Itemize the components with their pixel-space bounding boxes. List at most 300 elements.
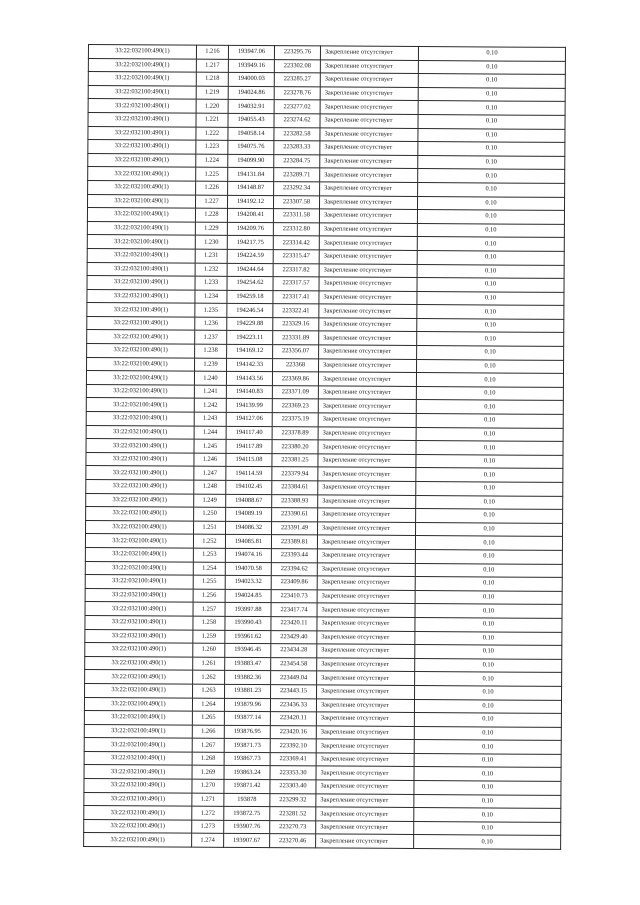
x-coordinate-cell: 194055.43	[228, 113, 274, 127]
accuracy-cell: 0.10	[417, 210, 564, 224]
accuracy-cell: 0.10	[418, 47, 565, 61]
point-number-cell: 1.249	[194, 494, 226, 508]
y-coordinate-cell: 223303.40	[270, 780, 316, 794]
accuracy-cell: 0.10	[414, 794, 561, 808]
accuracy-cell: 0.10	[416, 386, 563, 400]
cadastral-number-cell: 33:22:032100:490(1)	[85, 656, 193, 670]
cadastral-number-cell: 33:22:032100:490(1)	[88, 140, 196, 154]
fixation-status-cell: Закрепление отсутствует	[318, 495, 416, 509]
cadastral-number-cell: 33:22:032100:490(1)	[86, 493, 194, 507]
x-coordinate-cell: 194000.03	[228, 73, 274, 87]
accuracy-cell: 0.10	[417, 237, 564, 251]
y-coordinate-cell: 223434.28	[271, 644, 317, 658]
fixation-status-cell: Закрепление отсутствует	[319, 304, 417, 318]
accuracy-cell: 0.10	[415, 563, 562, 577]
cadastral-number-cell: 33:22:032100:490(1)	[88, 85, 196, 99]
y-coordinate-cell: 223277.02	[274, 100, 320, 114]
point-number-cell: 1.250	[194, 507, 226, 521]
cadastral-number-cell: 33:22:032100:490(1)	[86, 479, 194, 493]
fixation-status-cell: Закрепление отсутствует	[317, 535, 415, 549]
point-number-cell: 1.226	[196, 181, 228, 195]
x-coordinate-cell: 193946.45	[225, 643, 271, 657]
cadastral-number-cell: 33:22:032100:490(1)	[88, 45, 196, 59]
x-coordinate-cell: 194223.11	[227, 331, 273, 345]
x-coordinate-cell: 194088.67	[226, 494, 272, 508]
cadastral-number-cell: 33:22:032100:490(1)	[87, 221, 195, 235]
cadastral-number-cell: 33:22:032100:490(1)	[85, 683, 193, 697]
accuracy-cell: 0.10	[417, 278, 564, 292]
fixation-status-cell: Закрепление отсутствует	[320, 46, 418, 60]
cadastral-number-cell: 33:22:032100:490(1)	[84, 819, 192, 833]
x-coordinate-cell: 194070.58	[225, 562, 271, 576]
y-coordinate-cell: 223281.52	[270, 807, 316, 821]
fixation-status-cell: Закрепление отсутствует	[316, 780, 414, 794]
cadastral-number-cell: 33:22:032100:490(1)	[88, 167, 196, 181]
accuracy-cell: 0.10	[414, 781, 561, 795]
fixation-status-cell: Закрепление отсутствует	[316, 739, 414, 753]
point-number-cell: 1.218	[196, 72, 228, 86]
x-coordinate-cell: 194217.75	[227, 236, 273, 250]
accuracy-cell: 0.10	[417, 250, 564, 264]
x-coordinate-cell: 194244.64	[227, 263, 273, 277]
y-coordinate-cell: 223368	[273, 358, 319, 372]
accuracy-cell: 0.10	[414, 821, 561, 835]
fixation-status-cell: Закрепление отсутствует	[319, 236, 417, 250]
point-number-cell: 1.216	[196, 45, 228, 59]
point-number-cell: 1.258	[193, 616, 225, 630]
fixation-status-cell: Закрепление отсутствует	[319, 277, 417, 291]
cadastral-number-cell: 33:22:032100:490(1)	[86, 439, 194, 453]
accuracy-cell: 0.10	[416, 482, 563, 496]
y-coordinate-cell: 223409.86	[271, 576, 317, 590]
x-coordinate-cell: 194224.59	[227, 249, 273, 263]
accuracy-cell: 0.10	[416, 400, 563, 414]
x-coordinate-cell: 193907.76	[224, 820, 270, 834]
accuracy-cell: 0.10	[417, 264, 564, 278]
point-number-cell: 1.235	[195, 303, 227, 317]
cadastral-number-cell: 33:22:032100:490(1)	[87, 262, 195, 276]
cadastral-number-cell: 33:22:032100:490(1)	[87, 344, 195, 358]
y-coordinate-cell: 223380.20	[272, 440, 318, 454]
fixation-status-cell: Закрепление отсутствует	[317, 671, 415, 685]
point-number-cell: 1.257	[193, 602, 225, 616]
fixation-status-cell: Закрепление отсутствует	[317, 590, 415, 604]
fixation-status-cell: Закрепление отсутствует	[318, 508, 416, 522]
accuracy-cell: 0.10	[414, 835, 561, 849]
fixation-status-cell: Закрепление отсутствует	[320, 182, 418, 196]
accuracy-cell: 0.10	[414, 740, 561, 754]
point-number-cell: 1.274	[192, 834, 224, 848]
fixation-status-cell: Закрепление отсутствует	[318, 386, 416, 400]
accuracy-cell: 0.10	[418, 101, 565, 115]
accuracy-cell: 0.10	[415, 577, 562, 591]
x-coordinate-cell: 193961.62	[225, 630, 271, 644]
fixation-status-cell: Закрепление отсутствует	[320, 60, 418, 74]
fixation-status-cell: Закрепление отсутствует	[318, 372, 416, 386]
accuracy-cell: 0.10	[414, 699, 561, 713]
accuracy-cell: 0.10	[418, 128, 565, 142]
x-coordinate-cell: 193881.23	[225, 684, 271, 698]
point-number-cell: 1.273	[192, 820, 224, 834]
cadastral-number-cell: 33:22:032100:490(1)	[87, 248, 195, 262]
cadastral-number-cell: 33:22:032100:490(1)	[87, 316, 195, 330]
y-coordinate-cell: 223307.58	[273, 195, 319, 209]
accuracy-cell: 0.10	[417, 318, 564, 332]
point-number-cell: 1.237	[195, 331, 227, 345]
accuracy-cell: 0.10	[415, 604, 562, 618]
cadastral-number-cell: 33:22:032100:490(1)	[84, 697, 192, 711]
x-coordinate-cell: 194058.14	[228, 127, 274, 141]
accuracy-cell: 0.10	[415, 549, 562, 563]
point-number-cell: 1.265	[192, 711, 224, 725]
x-coordinate-cell: 193947.06	[228, 45, 274, 59]
x-coordinate-cell: 194102.45	[226, 480, 272, 494]
point-number-cell: 1.222	[196, 127, 228, 141]
fixation-status-cell: Закрепление отсутствует	[318, 467, 416, 481]
y-coordinate-cell: 223420.11	[270, 712, 316, 726]
y-coordinate-cell: 223278.76	[274, 86, 320, 100]
x-coordinate-cell: 194024.86	[228, 86, 274, 100]
point-number-cell: 1.244	[194, 426, 226, 440]
cadastral-number-cell: 33:22:032100:490(1)	[84, 792, 192, 806]
point-number-cell: 1.269	[192, 766, 224, 780]
point-number-cell: 1.217	[196, 59, 228, 73]
accuracy-cell: 0.10	[418, 169, 565, 183]
accuracy-cell: 0.10	[417, 291, 564, 305]
accuracy-cell: 0.10	[416, 522, 563, 536]
fixation-status-cell: Закрепление отсутствует	[320, 127, 418, 141]
y-coordinate-cell: 223299.32	[270, 793, 316, 807]
point-number-cell: 1.251	[194, 521, 226, 535]
x-coordinate-cell: 194086.32	[226, 521, 272, 535]
y-coordinate-cell: 223289.71	[274, 168, 320, 182]
accuracy-cell: 0.10	[418, 155, 565, 169]
x-coordinate-cell: 193997.88	[225, 603, 271, 617]
fixation-status-cell: Закрепление отсутствует	[318, 427, 416, 441]
fixation-status-cell: Закрепление отсутствует	[319, 345, 417, 359]
x-coordinate-cell: 194246.54	[227, 304, 273, 318]
x-coordinate-cell: 193863.24	[224, 766, 270, 780]
x-coordinate-cell: 194114.59	[226, 467, 272, 481]
point-number-cell: 1.256	[193, 589, 225, 603]
x-coordinate-cell: 194229.88	[227, 317, 273, 331]
y-coordinate-cell: 223331.89	[273, 331, 319, 345]
y-coordinate-cell: 223391.49	[272, 521, 318, 535]
point-number-cell: 1.241	[194, 385, 226, 399]
cadastral-number-cell: 33:22:032100:490(1)	[88, 153, 196, 167]
fixation-status-cell: Закрепление отсутствует	[319, 318, 417, 332]
y-coordinate-cell: 223283.33	[274, 141, 320, 155]
point-number-cell: 1.270	[192, 779, 224, 793]
accuracy-cell: 0.10	[415, 685, 562, 699]
x-coordinate-cell: 194023.32	[225, 576, 271, 590]
point-number-cell: 1.261	[193, 657, 225, 671]
cadastral-number-cell: 33:22:032100:490(1)	[87, 276, 195, 290]
x-coordinate-cell: 193878	[224, 793, 270, 807]
accuracy-cell: 0.10	[417, 346, 564, 360]
accuracy-cell: 0.10	[416, 359, 563, 373]
point-number-cell: 1.232	[195, 263, 227, 277]
cadastral-number-cell: 33:22:032100:490(1)	[86, 412, 194, 426]
y-coordinate-cell: 223284.75	[274, 154, 320, 168]
y-coordinate-cell: 223379.94	[272, 467, 318, 481]
point-number-cell: 1.231	[195, 249, 227, 263]
y-coordinate-cell: 223356.07	[273, 345, 319, 359]
accuracy-cell: 0.10	[417, 332, 564, 346]
accuracy-cell: 0.10	[416, 509, 563, 523]
cadastral-number-cell: 33:22:032100:490(1)	[87, 208, 195, 222]
y-coordinate-cell: 223371.09	[272, 385, 318, 399]
x-coordinate-cell: 194208.41	[227, 208, 273, 222]
cadastral-number-cell: 33:22:032100:490(1)	[86, 371, 194, 385]
fixation-status-cell: Закрепление отсутствует	[318, 522, 416, 536]
point-number-cell: 1.253	[193, 548, 225, 562]
y-coordinate-cell: 223378.89	[272, 426, 318, 440]
x-coordinate-cell: 194127.06	[226, 412, 272, 426]
fixation-status-cell: Закрепление отсутствует	[316, 766, 414, 780]
point-number-cell: 1.239	[195, 358, 227, 372]
y-coordinate-cell: 223394.62	[271, 562, 317, 576]
y-coordinate-cell: 223449.04	[271, 671, 317, 685]
y-coordinate-cell: 223417.74	[271, 603, 317, 617]
cadastral-number-cell: 33:22:032100:490(1)	[85, 670, 193, 684]
fixation-status-cell: Закрепление отсутствует	[319, 263, 417, 277]
cadastral-number-cell: 33:22:032100:490(1)	[84, 724, 192, 738]
x-coordinate-cell: 193876.95	[224, 725, 270, 739]
point-number-cell: 1.240	[194, 371, 226, 385]
cadastral-number-cell: 33:22:032100:490(1)	[87, 303, 195, 317]
cadastral-number-cell: 33:22:032100:490(1)	[88, 194, 196, 208]
fixation-status-cell: Закрепление отсутствует	[320, 87, 418, 101]
cadastral-number-cell: 33:22:032100:490(1)	[86, 452, 194, 466]
fixation-status-cell: Закрепление отсутствует	[318, 399, 416, 413]
x-coordinate-cell: 194074.16	[225, 548, 271, 562]
accuracy-cell: 0.10	[417, 196, 564, 210]
x-coordinate-cell: 194024.85	[225, 589, 271, 603]
y-coordinate-cell: 223292.34	[274, 182, 320, 196]
fixation-status-cell: Закрепление отсутствует	[316, 794, 414, 808]
point-number-cell: 1.220	[196, 100, 228, 114]
y-coordinate-cell: 223315.47	[273, 250, 319, 264]
accuracy-cell: 0.10	[418, 182, 565, 196]
point-number-cell: 1.243	[194, 412, 226, 426]
fixation-status-cell: Закрепление отсутствует	[317, 617, 415, 631]
accuracy-cell: 0.10	[416, 495, 563, 509]
accuracy-cell: 0.10	[416, 373, 563, 387]
cadastral-number-cell: 33:22:032100:490(1)	[88, 112, 196, 126]
cadastral-number-cell: 33:22:032100:490(1)	[85, 534, 193, 548]
x-coordinate-cell: 194148.87	[228, 181, 274, 195]
accuracy-cell: 0.10	[414, 713, 561, 727]
x-coordinate-cell: 194089.19	[226, 508, 272, 522]
point-number-cell: 1.221	[196, 113, 228, 127]
accuracy-cell: 0.10	[417, 223, 564, 237]
y-coordinate-cell: 223317.57	[273, 277, 319, 291]
accuracy-cell: 0.10	[416, 441, 563, 455]
accuracy-cell: 0.10	[414, 753, 561, 767]
cadastral-number-cell: 33:22:032100:490(1)	[86, 507, 194, 521]
accuracy-cell: 0.10	[416, 468, 563, 482]
y-coordinate-cell: 223390.61	[272, 508, 318, 522]
cadastral-number-cell: 33:22:032100:490(1)	[86, 520, 194, 534]
y-coordinate-cell: 223429.40	[271, 630, 317, 644]
fixation-status-cell: Закрепление отсутствует	[319, 291, 417, 305]
fixation-status-cell: Закрепление отсутствует	[320, 168, 418, 182]
x-coordinate-cell: 194254.62	[227, 276, 273, 290]
y-coordinate-cell: 223317.82	[273, 263, 319, 277]
fixation-status-cell: Закрепление отсутствует	[318, 440, 416, 454]
y-coordinate-cell: 223285.27	[274, 73, 320, 87]
x-coordinate-cell: 194139.99	[226, 399, 272, 413]
accuracy-cell: 0.10	[416, 414, 563, 428]
fixation-status-cell: Закрепление отсутствует	[318, 481, 416, 495]
point-number-cell: 1.264	[192, 698, 224, 712]
point-number-cell: 1.255	[193, 575, 225, 589]
y-coordinate-cell: 223270.73	[270, 820, 316, 834]
cadastral-number-cell: 33:22:032100:490(1)	[85, 588, 193, 602]
point-number-cell: 1.260	[193, 643, 225, 657]
accuracy-cell: 0.10	[415, 658, 562, 672]
cadastral-number-cell: 33:22:032100:490(1)	[84, 765, 192, 779]
point-number-cell: 1.254	[193, 562, 225, 576]
accuracy-cell: 0.10	[416, 454, 563, 468]
accuracy-cell: 0.10	[416, 427, 563, 441]
cadastral-number-cell: 33:22:032100:490(1)	[87, 235, 195, 249]
x-coordinate-cell: 194209.76	[227, 222, 273, 236]
x-coordinate-cell: 193907.67	[224, 834, 270, 848]
cadastral-number-cell: 33:22:032100:490(1)	[85, 561, 193, 575]
x-coordinate-cell: 194085.81	[225, 535, 271, 549]
y-coordinate-cell: 223375.19	[272, 413, 318, 427]
y-coordinate-cell: 223436.33	[270, 698, 316, 712]
point-number-cell: 1.262	[193, 670, 225, 684]
fixation-status-cell: Закрепление отсутствует	[317, 644, 415, 658]
fixation-status-cell: Закрепление отсутствует	[317, 685, 415, 699]
point-number-cell: 1.238	[195, 344, 227, 358]
cadastral-number-cell: 33:22:032100:490(1)	[86, 425, 194, 439]
y-coordinate-cell: 223369.23	[272, 399, 318, 413]
fixation-status-cell: Закрепление отсутствует	[317, 603, 415, 617]
y-coordinate-cell: 223420.16	[270, 725, 316, 739]
y-coordinate-cell: 223282.58	[274, 127, 320, 141]
accuracy-cell: 0.10	[417, 305, 564, 319]
point-number-cell: 1.242	[194, 399, 226, 413]
fixation-status-cell: Закрепление отсутствует	[317, 549, 415, 563]
accuracy-cell: 0.10	[414, 808, 561, 822]
accuracy-cell: 0.10	[415, 536, 562, 550]
point-number-cell: 1.229	[195, 222, 227, 236]
point-number-cell: 1.234	[195, 290, 227, 304]
fixation-status-cell: Закрепление отсутствует	[316, 726, 414, 740]
cadastral-number-cell: 33:22:032100:490(1)	[88, 72, 196, 86]
x-coordinate-cell: 194075.76	[228, 141, 274, 155]
table-body	[84, 45, 566, 850]
fixation-status-cell: Закрепление отсутствует	[319, 223, 417, 237]
cadastral-number-cell: 33:22:032100:490(1)	[84, 833, 192, 847]
fixation-status-cell: Закрепление отсутствует	[316, 712, 414, 726]
y-coordinate-cell: 223410.73	[271, 589, 317, 603]
point-number-cell: 1.223	[196, 140, 228, 154]
point-number-cell: 1.272	[192, 806, 224, 820]
point-number-cell: 1.219	[196, 86, 228, 100]
y-coordinate-cell: 223381.25	[272, 453, 318, 467]
fixation-status-cell: Закрепление отсутствует	[317, 576, 415, 590]
fixation-status-cell: Закрепление отсутствует	[320, 155, 418, 169]
cadastral-number-cell: 33:22:032100:490(1)	[85, 575, 193, 589]
fixation-status-cell: Закрепление отсутствует	[316, 821, 414, 835]
x-coordinate-cell: 194117.89	[226, 440, 272, 454]
fixation-status-cell: Закрепление отсутствует	[317, 630, 415, 644]
accuracy-cell: 0.10	[415, 631, 562, 645]
point-number-cell: 1.230	[195, 235, 227, 249]
point-number-cell: 1.233	[195, 276, 227, 290]
fixation-status-cell: Закрепление отсутствует	[316, 753, 414, 767]
fixation-status-cell: Закрепление отсутствует	[316, 834, 414, 848]
x-coordinate-cell: 194131.84	[228, 168, 274, 182]
accuracy-cell: 0.10	[414, 726, 561, 740]
accuracy-cell: 0.10	[418, 114, 565, 128]
y-coordinate-cell: 223353.30	[270, 766, 316, 780]
fixation-status-cell: Закрепление отсутствует	[317, 658, 415, 672]
cadastral-number-cell: 33:22:032100:490(1)	[85, 602, 193, 616]
y-coordinate-cell: 223314.42	[273, 236, 319, 250]
cadastral-number-cell: 33:22:032100:490(1)	[86, 466, 194, 480]
point-number-cell: 1.225	[196, 168, 228, 182]
y-coordinate-cell: 223392.10	[270, 739, 316, 753]
accuracy-cell: 0.10	[415, 672, 562, 686]
accuracy-cell: 0.10	[415, 645, 562, 659]
accuracy-cell: 0.10	[418, 142, 565, 156]
fixation-status-cell: Закрепление отсутствует	[318, 454, 416, 468]
y-coordinate-cell: 223384.61	[272, 481, 318, 495]
point-number-cell: 1.228	[195, 208, 227, 222]
point-number-cell: 1.227	[195, 195, 227, 209]
x-coordinate-cell: 193877.14	[224, 711, 270, 725]
x-coordinate-cell: 194192.12	[227, 195, 273, 209]
cadastral-number-cell: 33:22:032100:490(1)	[87, 289, 195, 303]
x-coordinate-cell: 194115.08	[226, 453, 272, 467]
cadastral-number-cell: 33:22:032100:490(1)	[88, 58, 196, 72]
x-coordinate-cell: 194143.56	[226, 372, 272, 386]
cadastral-number-cell: 33:22:032100:490(1)	[85, 547, 193, 561]
y-coordinate-cell: 223369.41	[270, 753, 316, 767]
x-coordinate-cell: 193872.75	[224, 807, 270, 821]
cadastral-number-cell: 33:22:032100:490(1)	[85, 615, 193, 629]
point-number-cell: 1.236	[195, 317, 227, 331]
point-number-cell: 1.259	[193, 630, 225, 644]
point-number-cell: 1.246	[194, 453, 226, 467]
fixation-status-cell: Закрепление отсутствует	[316, 807, 414, 821]
x-coordinate-cell: 193883.47	[225, 657, 271, 671]
accuracy-cell: 0.10	[418, 60, 565, 74]
cadastral-number-cell: 33:22:032100:490(1)	[88, 180, 196, 194]
y-coordinate-cell: 223302.08	[274, 59, 320, 73]
x-coordinate-cell: 193882.36	[225, 671, 271, 685]
fixation-status-cell: Закрепление отсутствует	[317, 562, 415, 576]
fixation-status-cell: Закрепление отсутствует	[319, 195, 417, 209]
cadastral-number-cell: 33:22:032100:490(1)	[88, 99, 196, 113]
point-number-cell: 1.248	[194, 480, 226, 494]
y-coordinate-cell: 223389.81	[271, 535, 317, 549]
point-number-cell: 1.224	[196, 154, 228, 168]
cadastral-number-cell: 33:22:032100:490(1)	[88, 126, 196, 140]
fixation-status-cell: Закрепление отсутствует	[316, 698, 414, 712]
table-row	[84, 833, 561, 850]
fixation-status-cell: Закрепление отсутствует	[320, 141, 418, 155]
point-number-cell: 1.267	[192, 738, 224, 752]
x-coordinate-cell: 194099.90	[228, 154, 274, 168]
fixation-status-cell: Закрепление отсутствует	[318, 359, 416, 373]
